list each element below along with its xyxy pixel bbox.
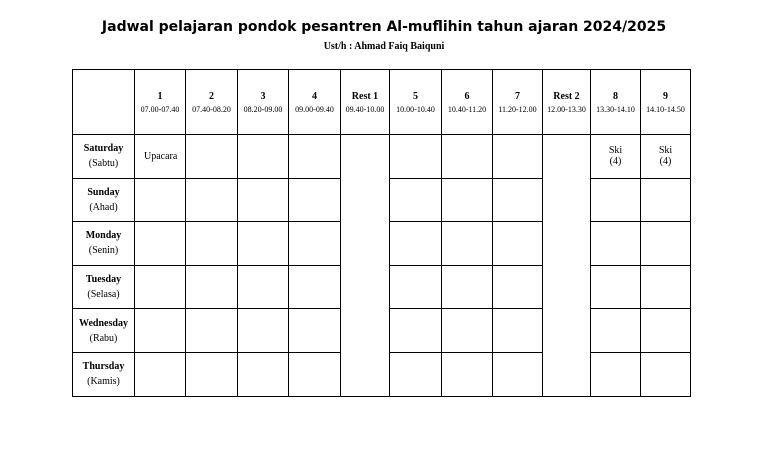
cell-subject: Ski: [608, 145, 623, 157]
schedule-cell: [135, 222, 186, 266]
schedule-cell: [591, 352, 641, 396]
schedule-cell: [641, 178, 691, 222]
schedule-cell: [591, 309, 641, 353]
schedule-cell: [135, 352, 186, 396]
schedule-cell: [641, 135, 691, 179]
slot-time: 13.30-14.10: [596, 104, 635, 114]
schedule-cell: [493, 265, 543, 309]
day-local-name: (Sabtu): [88, 158, 119, 170]
slot-time: 07.40-08.20: [192, 104, 231, 114]
slot-label: 6: [464, 90, 470, 102]
day-cell: [73, 309, 135, 353]
teacher-name: Ust/h : Ahmad Faiq Baiquni: [323, 41, 445, 52]
schedule-cell: [641, 265, 691, 309]
schedule-cell: [641, 309, 691, 353]
day-local-name: (Selasa): [87, 289, 120, 301]
schedule-cell: [238, 178, 289, 222]
schedule-cell: [493, 135, 543, 179]
schedule-cell: [591, 178, 641, 222]
page-title: Jadwal pelajaran pondok pesantren Al-muflihin tahun ajaran 2024/2025: [101, 19, 667, 35]
day-local-name: (Rabu): [89, 332, 118, 344]
schedule-cell: [289, 222, 341, 266]
schedule-cell: [390, 265, 442, 309]
schedule-cell: [135, 178, 186, 222]
schedule-cell: [289, 352, 341, 396]
schedule-cell: [591, 222, 641, 266]
schedule-cell: [390, 309, 442, 353]
day-name: Monday: [85, 230, 122, 242]
schedule-cell: [186, 265, 238, 309]
slot-label: 1: [157, 90, 163, 102]
schedule-cell: [186, 178, 238, 222]
day-name: Thursday: [82, 361, 125, 373]
slot-time: 14.10-14.50: [646, 104, 685, 114]
slot-header-rest-2: [543, 70, 591, 135]
schedule-cell: [289, 265, 341, 309]
slot-time: 07.00-07.40: [140, 104, 180, 114]
slot-header-1: [135, 70, 186, 135]
slot-time: 10.40-11.20: [447, 104, 487, 114]
slot-label: 2: [209, 90, 214, 102]
schedule-cell: [493, 352, 543, 396]
schedule-cell: [591, 135, 641, 179]
corner-cell: [73, 70, 135, 135]
day-cell: [73, 178, 135, 222]
schedule-cell: [442, 309, 493, 353]
header-row: [73, 70, 691, 135]
slot-header-3: [238, 70, 289, 135]
schedule-cell: [442, 222, 493, 266]
slot-header-9: [641, 70, 691, 135]
schedule-cell: [442, 178, 493, 222]
schedule-cell: [135, 135, 186, 179]
slot-time: 11.20-12.00: [498, 104, 537, 114]
day-local-name: (Kamis): [87, 376, 120, 388]
schedule-cell: [641, 222, 691, 266]
slot-label: 8: [613, 90, 618, 102]
schedule-cell: [289, 135, 341, 179]
slot-label: Rest 1: [351, 90, 379, 102]
schedule-cell: [493, 222, 543, 266]
schedule-cell: [238, 135, 289, 179]
schedule-cell: [493, 178, 543, 222]
schedule-cell: [238, 352, 289, 396]
rest-1-column: [341, 135, 390, 397]
slot-time: 09.40-10.00: [345, 104, 385, 114]
schedule-cell: [493, 309, 543, 353]
slot-header-8: [591, 70, 641, 135]
schedule-cell: [390, 222, 442, 266]
schedule-cell: [135, 265, 186, 309]
schedule-cell: [390, 178, 442, 222]
rest-2-column: [543, 135, 591, 397]
cell-count: (4): [609, 156, 622, 168]
schedule-cell: [238, 222, 289, 266]
schedule-cell: [442, 265, 493, 309]
schedule-cell: [390, 352, 442, 396]
day-row-saturday: [73, 135, 691, 179]
slot-time: 12.00-13.30: [547, 104, 586, 114]
day-local-name: (Senin): [88, 245, 119, 257]
slot-label: Rest 2: [553, 90, 580, 102]
schedule-cell: [641, 352, 691, 396]
schedule-cell: [289, 309, 341, 353]
slot-header-7: [493, 70, 543, 135]
slot-header-2: [186, 70, 238, 135]
schedule-cell: [442, 352, 493, 396]
day-name: Saturday: [83, 143, 124, 155]
cell-subject: Upacara: [144, 150, 178, 162]
schedule-cell: [186, 222, 238, 266]
day-cell: [73, 265, 135, 309]
day-name: Wednesday: [79, 317, 128, 329]
schedule-cell: [390, 135, 442, 179]
slot-label: 9: [663, 90, 668, 102]
cell-count: (4): [659, 156, 672, 168]
schedule-cell: [238, 309, 289, 353]
slot-time: 10.00-10.40: [396, 104, 435, 114]
schedule-cell: [591, 265, 641, 309]
schedule-cell: [186, 135, 238, 179]
slot-header-4: [289, 70, 341, 135]
schedule-cell: [135, 309, 186, 353]
day-name: Sunday: [87, 186, 120, 198]
schedule-cell: [289, 178, 341, 222]
schedule-cell: [186, 309, 238, 353]
slot-time: 08.20-09.00: [243, 104, 283, 114]
schedule-cell: [442, 135, 493, 179]
slot-label: 5: [413, 90, 418, 102]
day-local-name: (Ahad): [89, 201, 118, 213]
slot-header-5: [390, 70, 442, 135]
schedule-cell: [238, 265, 289, 309]
schedule-cell: [186, 352, 238, 396]
slot-label: 4: [312, 90, 317, 102]
schedule-table: [72, 69, 691, 397]
day-cell: [73, 222, 135, 266]
slot-label: 7: [515, 90, 520, 102]
slot-header-6: [442, 70, 493, 135]
day-cell: [73, 352, 135, 396]
day-name: Tuesday: [85, 274, 122, 286]
slot-label: 3: [260, 90, 266, 102]
slot-time: 09.00-09.40: [295, 104, 334, 114]
day-cell: [73, 135, 135, 179]
slot-header-rest-1: [341, 70, 390, 135]
cell-subject: Ski: [658, 145, 673, 157]
